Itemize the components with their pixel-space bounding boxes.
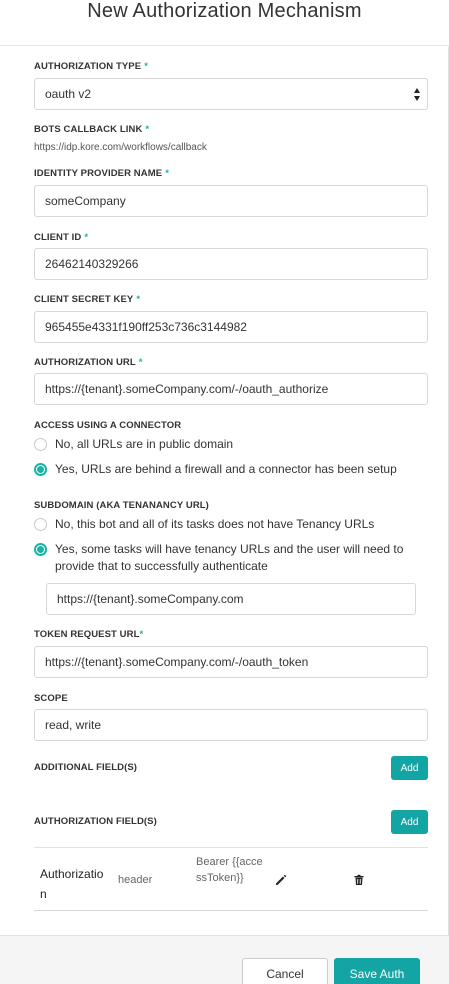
radio-on-icon[interactable] <box>34 463 47 476</box>
connector-option-yes-label: Yes, URLs are behind a firewall and a connector has been setup <box>55 462 397 476</box>
client-id-value: 26462140329266 <box>45 257 139 271</box>
radio-on-icon[interactable] <box>34 543 47 556</box>
auth-field-value: Bearer {{accessToken}} <box>196 856 263 884</box>
authorization-type-select[interactable] <box>34 78 428 110</box>
identity-provider-label: IDENTITY PROVIDER NAME * <box>34 168 169 179</box>
save-auth-button[interactable]: Save Auth <box>334 958 420 984</box>
callback-link-label: BOTS CALLBACK LINK * <box>34 124 150 135</box>
modal-footer <box>0 935 449 984</box>
table-row <box>34 847 428 911</box>
subdomain-option-yes-label: Yes, some tasks will have tenancy URLs and the user will need to provide that to successfully authenticate <box>55 542 404 573</box>
cancel-button[interactable]: Cancel <box>242 958 328 984</box>
callback-link-value: https://idp.kore.com/workflows/callback <box>34 142 207 153</box>
subdomain-option-yes[interactable] <box>34 541 414 575</box>
identity-provider-value: someCompany <box>45 194 126 208</box>
token-request-url-input[interactable] <box>34 646 428 678</box>
auth-field-type: header <box>118 874 153 886</box>
client-secret-input[interactable] <box>34 311 428 343</box>
radio-off-icon[interactable] <box>34 438 47 451</box>
radio-off-icon[interactable] <box>34 518 47 531</box>
client-secret-value: 965455e4331f190ff253c736c3144982 <box>45 320 247 334</box>
authorization-url-input[interactable] <box>34 373 428 405</box>
identity-provider-input[interactable] <box>34 185 428 217</box>
token-request-url-value: https://{tenant}.someCompany.com/-/oauth_token <box>45 655 309 669</box>
connector-option-no[interactable] <box>34 436 233 453</box>
pencil-icon[interactable] <box>275 874 287 886</box>
scope-label: SCOPE <box>34 693 68 704</box>
modal-title: New Authorization Mechanism <box>87 0 362 22</box>
subdomain-input[interactable] <box>46 583 416 615</box>
connector-option-yes[interactable] <box>34 461 397 478</box>
connector-label: ACCESS USING A CONNECTOR <box>34 420 182 431</box>
subdomain-label: SUBDOMAIN (AKA TENANANCY URL) <box>34 500 209 511</box>
subdomain-option-no[interactable] <box>34 516 374 533</box>
authorization-url-label: AUTHORIZATION URL * <box>34 357 143 368</box>
additional-fields-label: ADDITIONAL FIELD(S) <box>34 762 138 773</box>
authorization-type-value: oauth v2 <box>45 87 92 101</box>
client-id-input[interactable] <box>34 248 428 280</box>
subdomain-value: https://{tenant}.someCompany.com <box>57 592 244 606</box>
authorization-type-label: AUTHORIZATION TYPE * <box>34 61 148 72</box>
modal-body <box>0 47 449 935</box>
trash-icon[interactable] <box>353 874 365 886</box>
client-id-label: CLIENT ID * <box>34 232 89 243</box>
scope-value: read, write <box>45 718 102 732</box>
select-arrows-icon <box>414 88 420 102</box>
add-authorization-field-button[interactable]: Add <box>391 810 428 834</box>
modal-header <box>0 0 449 46</box>
connector-option-no-label: No, all URLs are in public domain <box>55 437 234 451</box>
auth-field-name: Authorization <box>40 867 104 901</box>
subdomain-option-no-label: No, this bot and all of its tasks does not have Tenancy URLs <box>55 517 375 531</box>
authorization-fields-label: AUTHORIZATION FIELD(S) <box>34 816 157 827</box>
client-secret-label: CLIENT SECRET KEY * <box>34 294 141 305</box>
add-additional-field-button[interactable]: Add <box>391 756 428 780</box>
scope-input[interactable] <box>34 709 428 741</box>
token-request-url-label: TOKEN REQUEST URL* <box>34 629 144 640</box>
authorization-url-value: https://{tenant}.someCompany.com/-/oauth_authorize <box>45 382 329 396</box>
